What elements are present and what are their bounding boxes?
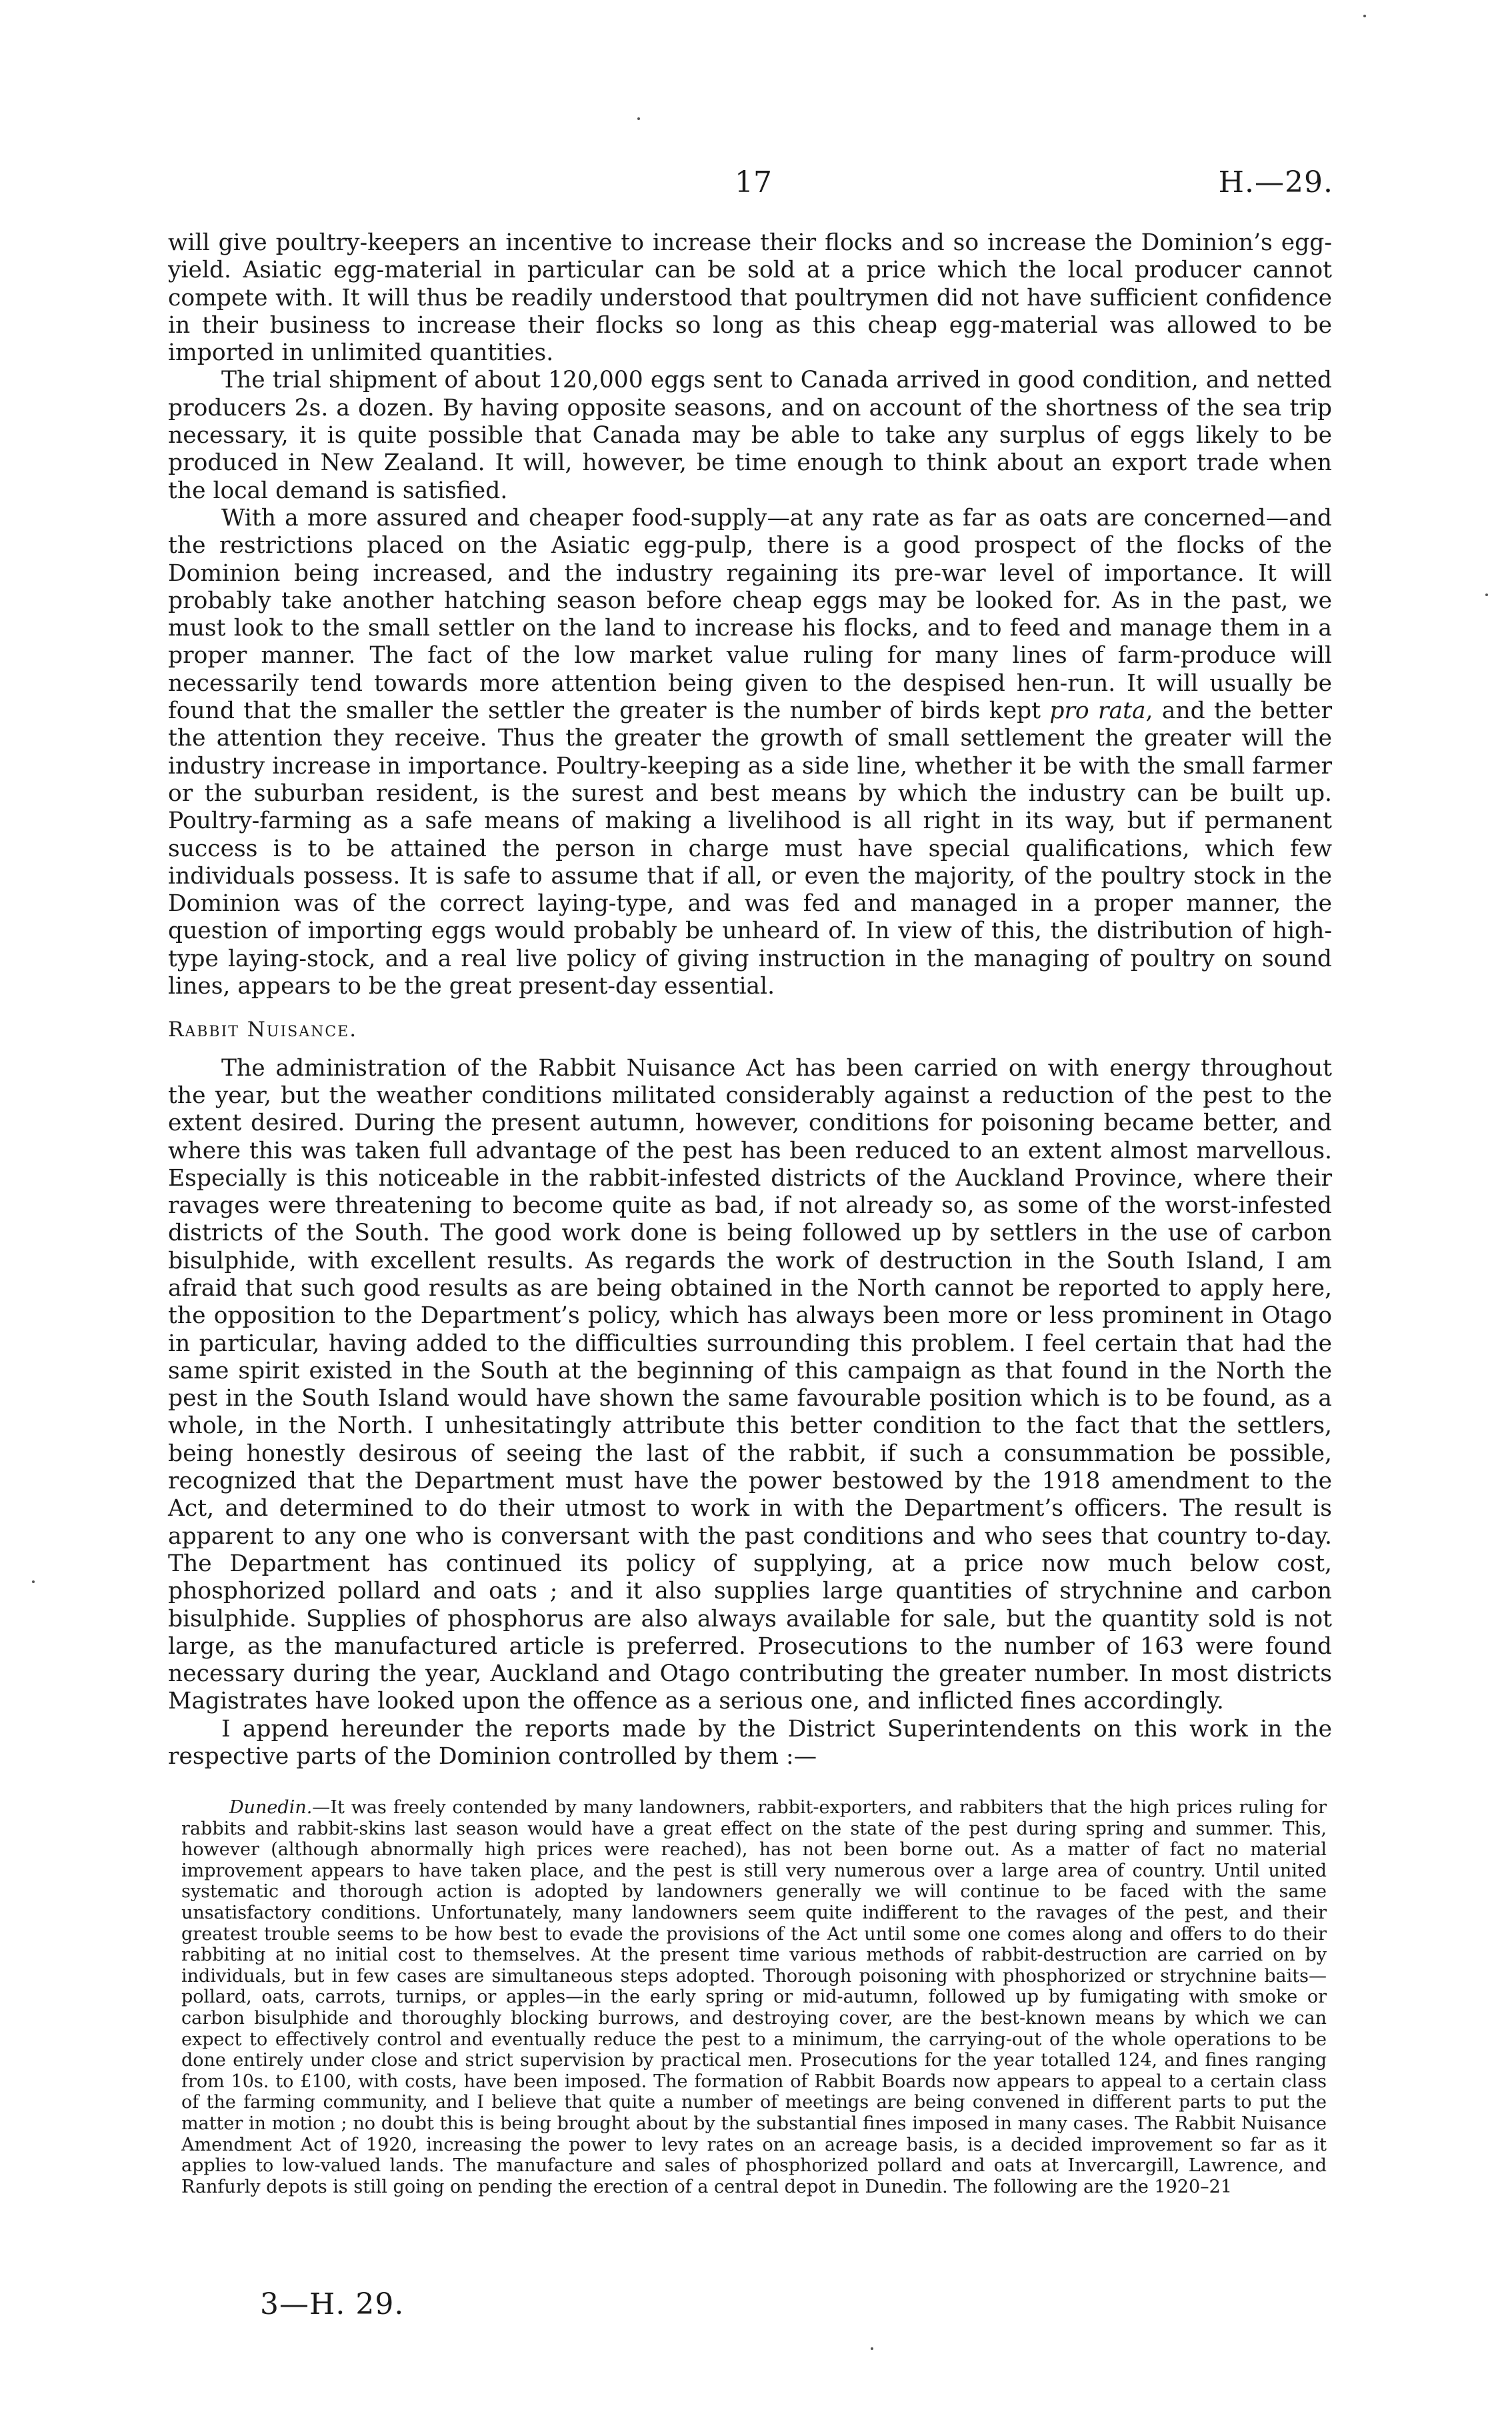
paper-speck xyxy=(1485,593,1488,596)
paper-speck xyxy=(1363,15,1366,17)
report-place-name: Dunedin. xyxy=(229,1797,313,1818)
main-text xyxy=(168,229,1332,1770)
paragraph-canada-shipment: The trial shipment of about 120,000 eggs sent to Canada arrived in good condition, and netted producers 2s. a dozen. By having opposite seasons, and on account of the shortness of the sea trip necessary, it is quite possible that Canada may be able to take any surplus of eggs likely to be produced in New Zealand. It will, however, be time enough to think about an export trade when the local demand is satisfied. xyxy=(168,367,1332,504)
report-dunedin xyxy=(181,1797,1327,2197)
paragraph-egg-yield: will give poultry-keepers an incentive to increase their flocks and so increase the Dominion’s egg-yield. Asiatic egg-material in particular can be sold at a price which the local producer cannot compete with. It will thus be readily understood that poultrymen did not have sufficient confidence in their business to increase their flocks so long as this cheap egg-material was allowed to be imported in unlimited quantities. xyxy=(168,229,1332,367)
paragraph-food-supply-part-a: With a more assured and cheaper food-supply—at any rate as far as oats are concerned—and the restrictions placed on the Asiatic egg-pulp, there is a good prospect of the flocks of the Dominion being increased, and the industry regaining its pre-war level of importance. It will probably take another hatching season before cheap eggs may be looked for. As in the past, we must look to the small settler on the land to increase his flocks, and to feed and manage them in a proper manner. The fact of the low market value ruling for many lines of farm-produce will necessarily tend towards more attention being given to the despised hen-run. It will usually be found that the smaller the settler the greater is the number of birds kept xyxy=(168,504,1332,725)
paper-speck xyxy=(637,117,640,120)
document-reference: H.—29. xyxy=(1218,165,1333,199)
district-report xyxy=(181,1797,1327,2197)
paper-speck xyxy=(32,1580,35,1583)
paragraph-food-supply xyxy=(168,505,1332,1000)
paragraph-rabbit-administration: The administration of the Rabbit Nuisance Act has been carried on with energy throughout the year, but the weather conditions militated considerably against a reduction of the pest to the extent desired. During the present autumn, however, conditions for poisoning became better, and where this was taken full advantage of the pest has been reduced to an extent almost marvellous. Especially is this noticeable in the rabbit-infested districts of the Auckland Province, where their ravages were threatening to become quite as bad, if not already so, as some of the worst-infested districts of the South. The good work done is being followed up by settlers in the use of carbon bisulphide, with excellent results. As regards the work of destruction in the South Island, I am afraid that such good results as are being obtained in the North cannot be reported to apply here, the opposition to the Department’s policy, which has always been more or less prominent in Otago in particular, having added to the difficulties surrounding this problem. I feel certain that had the same spirit existed in the South at the beginning of this campaign as that found in the North the pest in the South Island would have shown the same favourable position which is to be found, as a whole, in the North. I unhesitatingly attribute this better condition to the fact that the settlers, being honestly desirous of seeing the last of the rabbit, if such a consummation be possible, recognized that the Department must have the power bestowed by the 1918 amendment to the Act, and determined to do their utmost to work in with the Department’s officers. The result is apparent to any one who is conversant with the past conditions and who sees that country to-day. The Department has continued its policy of supplying, at a price now much below cost, phosphorized pollard and oats ; and it also supplies large quantities of strychnine and carbon bisulphide. Supplies of phosphorus are also always available for sale, but the quantity sold is not large, as the manufactured article is preferred. Prosecutions to the number of 163 were found necessary during the year, Auckland and Otago contributing the greater number. In most districts Magistrates have looked upon the offence as a serious one, and inflicted fines accordingly. xyxy=(168,1054,1332,1715)
report-body: —It was freely contended by many landowners, rabbit-exporters, and rabbiters that the high prices ruling for rabbits and rabbit-skins last season would have a great effect on the state of the pest during spring and summer. This, however (although abnormally high prices were reached), has not been borne out. As a matter of fact no material improvement appears to have taken place, and the pest is still very numerous over a large area of country. Until united systematic and thorough action is adopted by landowners generally we will continue to be faced with the same unsatisfactory conditions. Unfortunately, many landowners seem quite indifferent to the ravages of the pest, and their greatest trouble seems to be how best to evade the provisions of the Act until some one comes along and offers to do their rabbiting at no initial cost to themselves. At the present time various methods of rabbit-destruction are carried on by individuals, but in few cases are simultaneous steps adopted. Thorough poisoning with phosphorized or strychnine baits—pollard, oats, carrots, turnips, or apples—in the early spring or mid-autumn, followed up by fumigating with smoke or carbon bisulphide and thoroughly blocking burrows, and destroying cover, are the best-known means by which we can expect to effectively control and eventually reduce the pest to a minimum, the carrying-out of the whole operations to be done entirely under close and strict supervision by practical men. Prosecutions for the year totalled 124, and fines ranging from 10s. to £100, with costs, have been imposed. The formation of Rabbit Boards now appears to appeal to a certain class of the farming community, and I believe that quite a number of meetings are being convened in different parts to put the matter in motion ; no doubt this is being brought about by the substantial fines imposed in many cases. The Rabbit Nuisance Amendment Act of 1920, increasing the power to levy rates on an acreage basis, is a decided improvement so far as it applies to low-valued lands. The manufacture and sales of phosphorized pollard and oats at Invercargill, Lawrence, and Ranfurly depots is still going on pending the erection of a central depot in Dunedin. The following are the 1920–21 xyxy=(181,1797,1327,2197)
page-number: 17 xyxy=(735,165,772,199)
pro-rata-phrase: pro rata xyxy=(1049,698,1146,725)
signature-mark: 3—H. 29. xyxy=(260,2287,405,2321)
section-heading-rabbit-nuisance: Rabbit Nuisance. xyxy=(168,1018,358,1042)
paper-speck xyxy=(871,2347,873,2350)
paragraph-append-reports: I append hereunder the reports made by the District Superintendents on this work in the respective parts of the Dominion controlled by them :— xyxy=(168,1715,1332,1770)
paragraph-food-supply-part-b: , and the better the attention they receive. Thus the greater the growth of small settlement the greater will the industry increase in importance. Poultry-keeping as a side line, whether it be with the small farmer or the suburban resident, is the surest and best means by which the industry can be built up. Poultry-farming as a safe means of making a livelihood is all right in its way, but if permanent success is to be attained the person in charge must have special qualifications, which few individuals possess. It is safe to assume that if all, or even the majority, of the poultry stock in the Dominion was of the correct laying-type, and was fed and managed in a proper manner, the question of importing eggs would probably be unheard of. In view of this, the distribution of high-type laying-stock, and a real live policy of giving instruction in the managing of poultry on sound lines, appears to be the great present-day essential. xyxy=(168,698,1332,1000)
